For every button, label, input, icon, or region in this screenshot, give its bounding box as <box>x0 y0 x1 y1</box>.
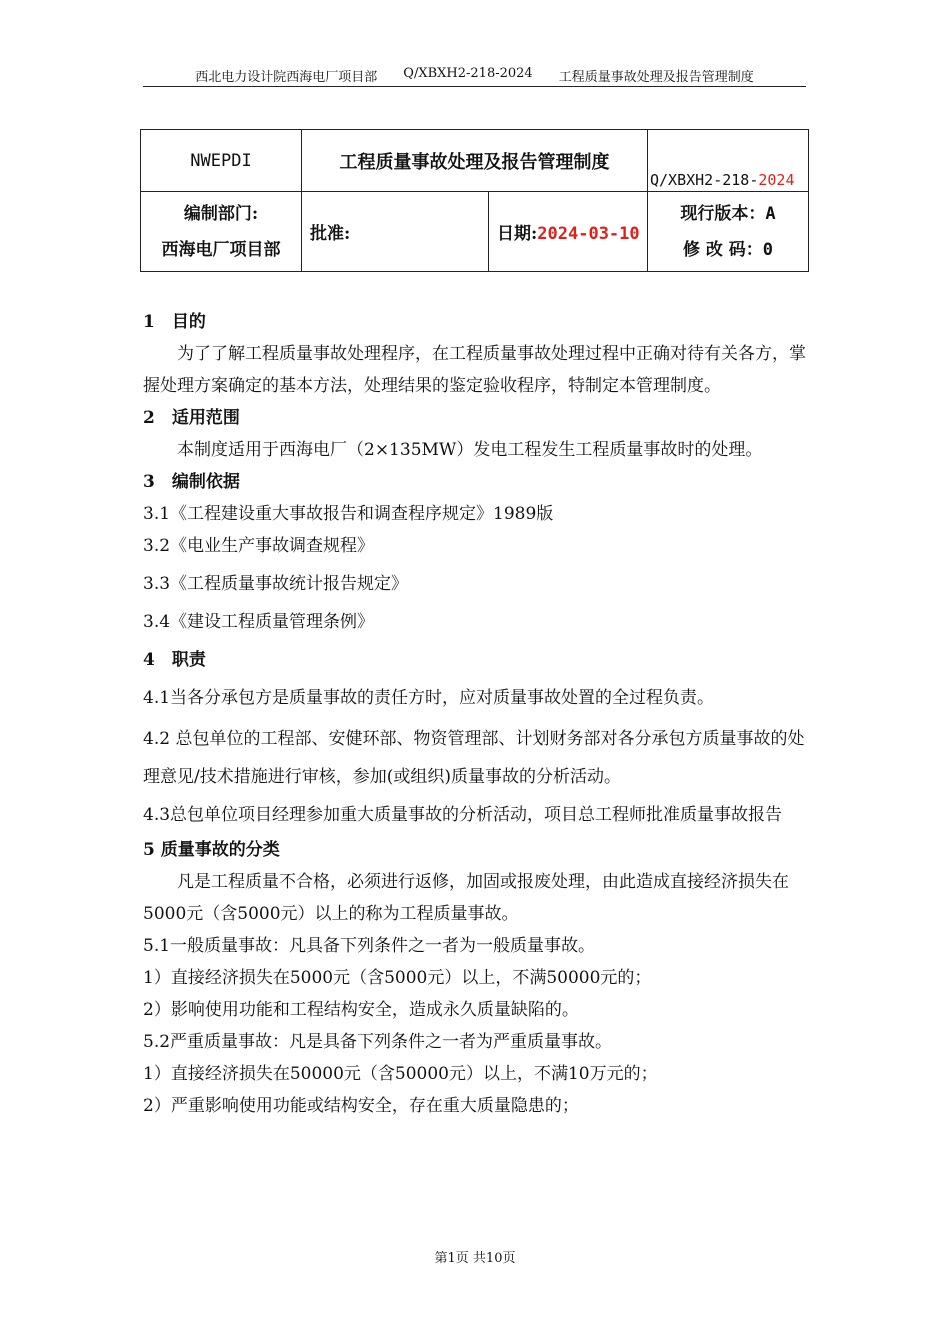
doc-title: 工程质量事故处理及报告管理制度 <box>339 151 610 173</box>
dept-value: 西海电厂项目部 <box>161 239 281 260</box>
section-4-2: 4.2 总包单位的工程部、安健环部、物资管理部、计划财务部对各分承包方质量事故的处理意见/技术措施进行审核，参加(或组织)质量事故的分析活动。 <box>143 729 805 787</box>
date-value: 2024-03-10 <box>537 224 640 244</box>
dept-label: 编制部门: <box>183 203 259 224</box>
header-code: Q/XBXH2-218-2024 <box>403 66 533 81</box>
version-label: 现行版本： <box>680 203 766 224</box>
revision-label: 修 改 码： <box>682 239 763 260</box>
version-line <box>648 196 808 232</box>
doc-title-cell <box>302 130 648 192</box>
doc-code-cell <box>648 130 809 192</box>
date-label: 日期: <box>497 224 538 244</box>
org-abbr: NWEPDI <box>190 150 252 171</box>
revision-line <box>648 232 808 268</box>
approve-cell <box>302 192 489 272</box>
revision-value: 0 <box>762 239 774 260</box>
approve-label: 批准: <box>310 224 351 244</box>
section-2-heading: 2 适用范围 <box>143 408 240 428</box>
version-value: A <box>765 203 776 224</box>
page-header <box>143 66 806 87</box>
section-4-heading: 4 职责 <box>143 650 206 670</box>
section-5-heading: 5 质量事故的分类 <box>143 840 280 860</box>
date-cell <box>489 192 648 272</box>
document-body <box>143 306 811 1122</box>
dept-cell <box>141 192 302 272</box>
section-3-3: 3.3《工程质量事故统计报告规定》 <box>143 574 409 594</box>
section-4-3: 4.3总包单位项目经理参加重大质量事故的分析活动，项目总工程师批准质量事故报告 <box>143 805 783 825</box>
section-5-1-item-1: 1）直接经济损失在5000元（含5000元）以上，不满50000元的； <box>143 968 652 988</box>
section-5-2-item-2: 2）严重影响使用功能或结构安全，存在重大质量隐患的； <box>143 1096 579 1116</box>
document-info-table <box>140 129 809 272</box>
section-3-heading: 3 编制依据 <box>143 472 240 492</box>
page-footer <box>0 1247 950 1266</box>
version-cell <box>648 192 809 272</box>
header-org: 西北电力设计院西海电厂项目部 <box>195 70 378 85</box>
section-3-1: 3.1《工程建设重大事故报告和调查程序规定》1989版 <box>143 504 554 524</box>
section-1-heading: 1 目的 <box>143 312 206 332</box>
section-5-1: 5.1一般质量事故：凡具备下列条件之一者为一般质量事故。 <box>143 936 596 956</box>
page-number: 第1页 共10页 <box>434 1251 516 1266</box>
section-5-2-item-1: 1）直接经济损失在50000元（含50000元）以上，不满10万元的； <box>143 1064 658 1084</box>
section-4-1: 4.1当各分承包方是质量事故的责任方时，应对质量事故处置的全过程负责。 <box>143 688 715 708</box>
org-abbr-cell <box>141 130 302 192</box>
section-5-body: 凡是工程质量不合格，必须进行返修，加固或报废处理，由此造成直接经济损失在5000元（含5000元）以上的称为工程质量事故。 <box>143 872 789 924</box>
section-3-2: 3.2《电业生产事故调查规程》 <box>143 536 375 556</box>
section-2-body: 本制度适用于西海电厂（2×135MW）发电工程发生工程质量事故时的处理。 <box>177 440 763 460</box>
section-5-1-item-2: 2）影响使用功能和工程结构安全，造成永久质量缺陷的。 <box>143 1000 579 1020</box>
doc-code-prefix: Q/XBXH2-218- <box>650 171 759 189</box>
header-title: 工程质量事故处理及报告管理制度 <box>558 70 754 85</box>
section-3-4: 3.4《建设工程质量管理条例》 <box>143 612 375 632</box>
section-5-2: 5.2严重质量事故：凡是具备下列条件之一者为严重质量事故。 <box>143 1032 613 1052</box>
doc-code-year: 2024 <box>758 171 795 189</box>
section-1-body: 为了了解工程质量事故处理程序，在工程质量事故处理过程中正确对待有关各方，掌握处理方案确定的基本方法，处理结果的鉴定验收程序，特制定本管理制度。 <box>143 344 806 396</box>
